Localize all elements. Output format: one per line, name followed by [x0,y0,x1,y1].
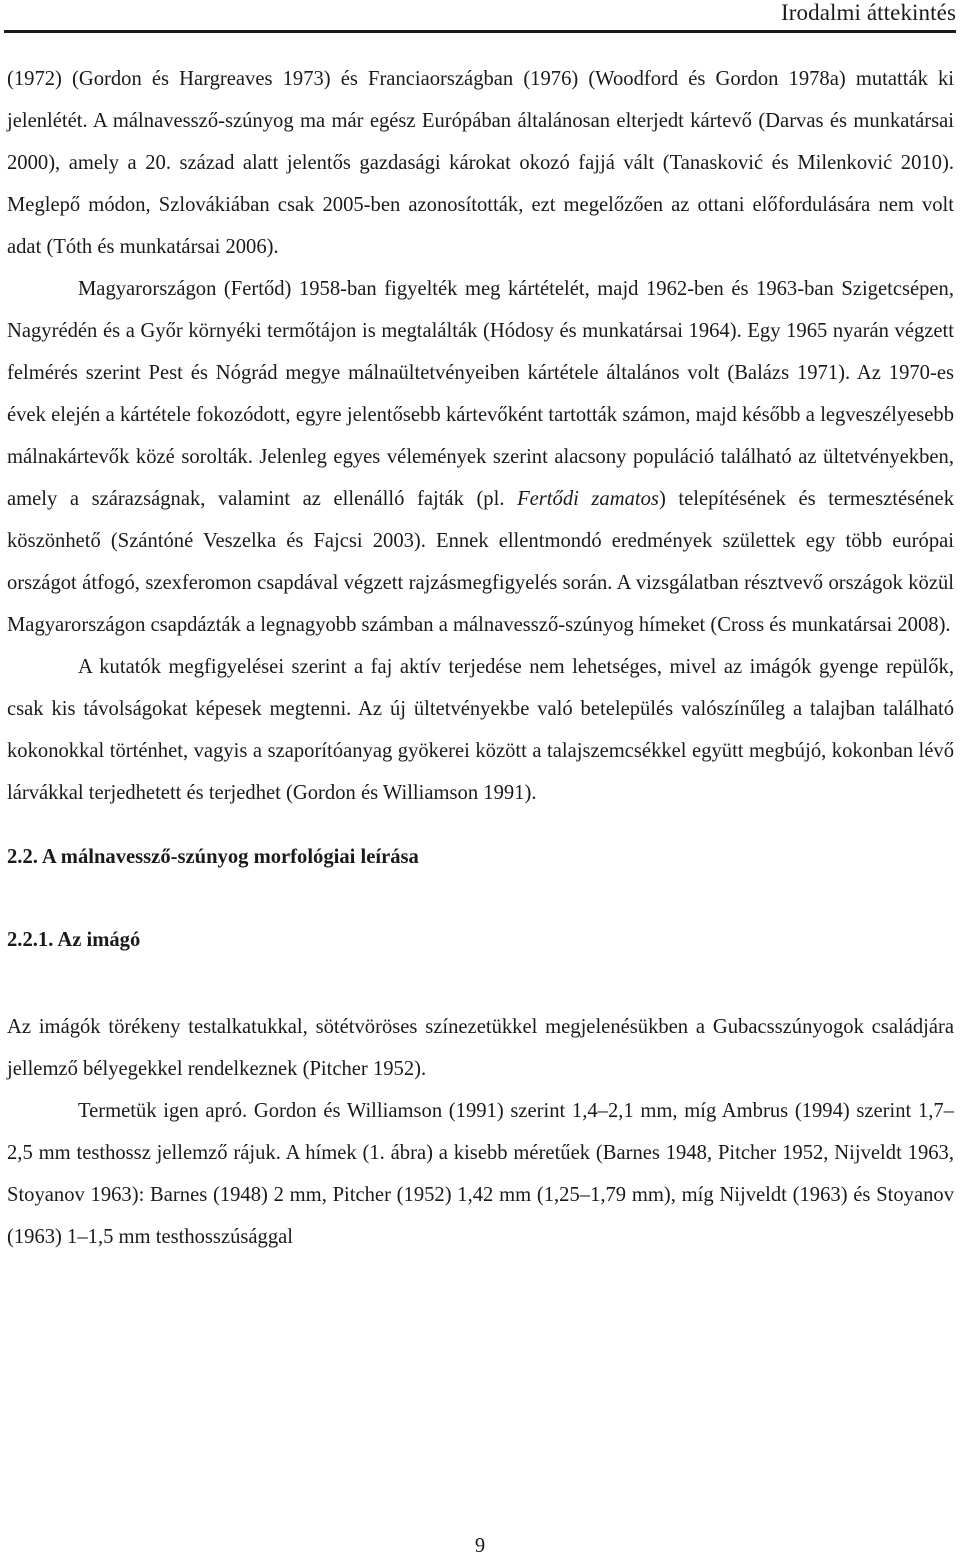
page-number: 9 [474,1535,486,1557]
cultivar-name: Fertődi zamatos [517,488,659,510]
header-divider [4,30,956,33]
subsection-heading: 2.2.1. Az imágó [7,929,141,951]
paragraph-text: ) telepítésének és termesztésének köszönhető (Szántóné Veszelka és Fajcsi 2003). Ennek ellentmondó eredmények születtek egy több európai országot átfogó, szexferomon csapdával végzett rajzásmegfigyelés során. A vizsgálatban résztvevő országok közül Magyarországon csapdázták a legnagyobb számban a málnavessző-szúnyog hímeket (Cross és munkatársai 2008). [7,488,954,636]
paragraph-imago-size: Termetük igen apró. Gordon és Williamson (1991) szerint 1,4–2,1 mm, míg Ambrus (1994) szerint 1,7–2,5 mm testhossz jellemző rájuk. A hímek (1. ábra) a kisebb méretűek (Barnes 1948, Pitcher 1952, Nijveldt 1963, Stoyanov 1963): Barnes (1948) 2 mm, Pitcher (1952) 1,42 mm (1,25–1,79 mm), míg Nijveldt (1963) és Stoyanov (1963) 1–1,5 mm testhosszúsággal [7,1100,954,1248]
running-header-title: Irodalmi áttekintés [781,0,956,25]
paragraph-imago-appearance: Az imágók törékeny testalkatukkal, sötétvöröses színezetükkel megjelenésükben a Gubacsszúnyogok családjára jellemző bélyegekkel rendelkeznek (Pitcher 1952). [7,1016,954,1080]
paragraph-distribution-hungary [7,268,954,646]
page-body [7,58,954,1258]
section-heading: 2.2. A málnavessző-szúnyog morfológiai leírása [7,846,419,868]
paragraph-spread: A kutatók megfigyelései szerint a faj aktív terjedése nem lehetséges, mivel az imágók gyenge repülők, csak kis távolságokat képesek megtenni. Az új ültetvényekbe való betelepülés valószínűleg a talajban található kokonokkal történhet, vagyis a szaporítóanyag gyökerei között a talajszemcsékkel együtt megbújó, kokonban lévő lárvákkal terjedhetett és terjedhet (Gordon és Williamson 1991). [7,656,954,804]
paragraph-text: Magyarországon (Fertőd) 1958-ban figyelték meg kártételét, majd 1962-ben és 1963-ban Szigetcsépen, Nagyrédén és a Győr környéki termőtájon is megtalálták (Hódosy és munkatársai 1964). Egy 1965 nyarán végzett felmérés szerint Pest és Nógrád megye málnaültetvényeiben kártétele általános volt (Balázs 1971). Az 1970-es évek elején a kártétele fokozódott, egyre jelentősebb kártevőként tartották számon, majd később a legveszélyesebb málnakártevők közé sorolták. Jelenleg egyes vélemények szerint alacsony populáció található az ültetvényekben, amely a szárazságnak, valamint az ellenálló fajták (pl. [7,278,954,510]
paragraph-distribution-europe: (1972) (Gordon és Hargreaves 1973) és Franciaországban (1976) (Woodford és Gordon 1978a) mutatták ki jelenlétét. A málnavessző-szúnyog ma már egész Európában általánosan elterjedt kártevő (Darvas és munkatársai 2000), amely a 20. század alatt jelentős gazdasági károkat okozó fajjá vált (Tanasković és Milenković 2010). Meglepő módon, Szlovákiában csak 2005-ben azonosították, ezt megelőzően az ottani előfordulására nem volt adat (Tóth és munkatársai 2006). [7,68,954,258]
